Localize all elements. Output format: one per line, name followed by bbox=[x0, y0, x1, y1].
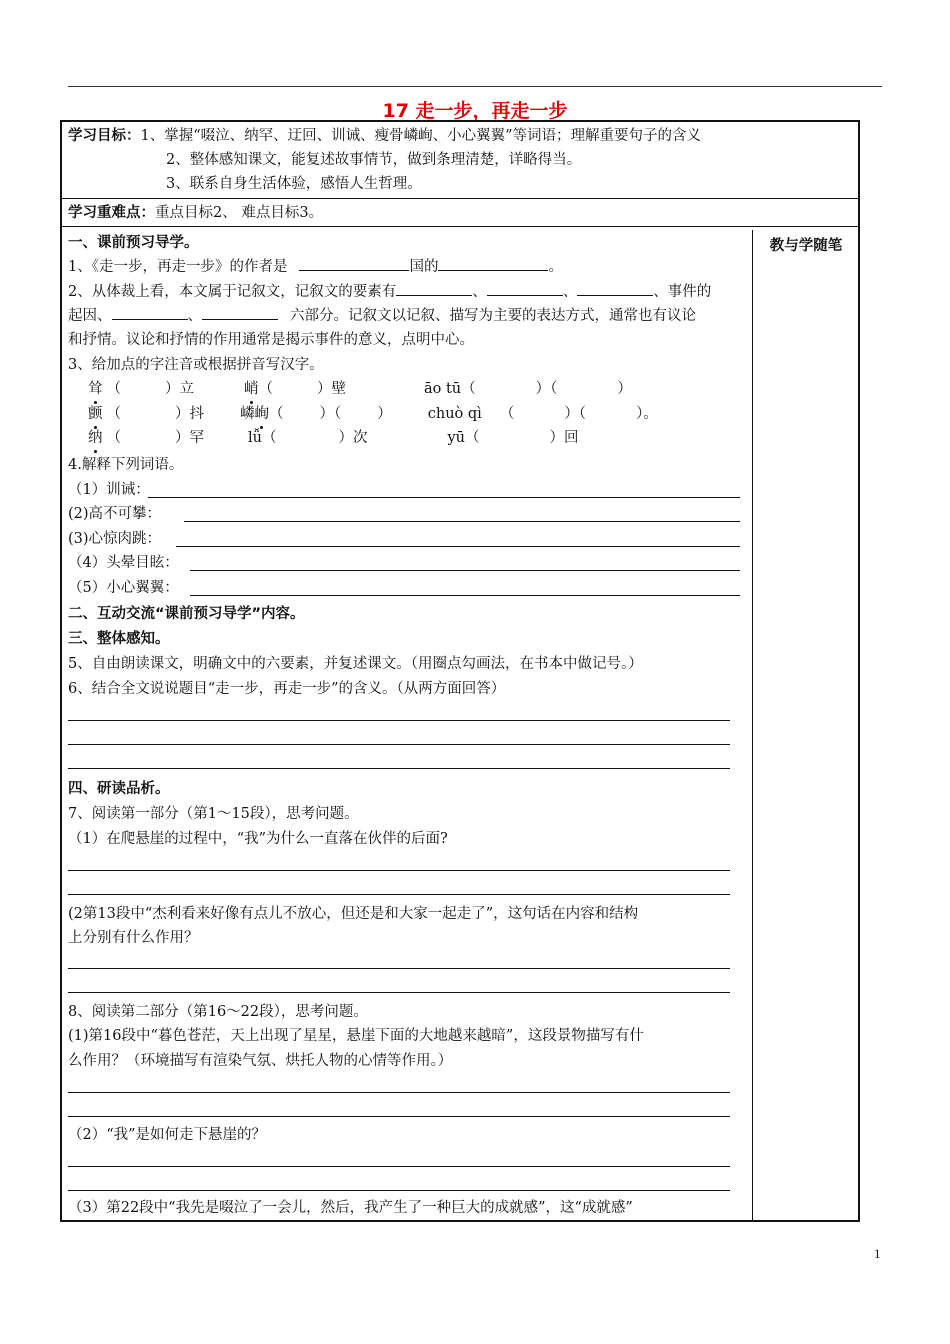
char: ）壁 bbox=[317, 381, 346, 397]
separator: 、 bbox=[472, 284, 487, 300]
pinyin: yū（ bbox=[447, 430, 480, 446]
question-2-cont: 、事件的 bbox=[653, 284, 712, 300]
term-4-answer-line[interactable] bbox=[190, 570, 740, 571]
term-1-answer-line[interactable] bbox=[148, 497, 740, 498]
answer-line[interactable] bbox=[68, 992, 730, 993]
term-3-answer-line[interactable] bbox=[176, 546, 740, 547]
paren: （ bbox=[106, 430, 121, 446]
objectives-row bbox=[62, 122, 858, 199]
paren: ）（ bbox=[535, 381, 558, 397]
paren: ） bbox=[377, 406, 392, 422]
pinyin-row-1 bbox=[88, 377, 632, 401]
paren: （ bbox=[106, 381, 121, 397]
pinyin: chuò qì bbox=[427, 406, 482, 422]
element-blank-5[interactable] bbox=[202, 304, 278, 320]
objective-3: 3、联系自身生活体验，感悟人生哲理。 bbox=[166, 176, 422, 192]
question-2-tail: 六部分。记叙文以记叙、描写为主要的表达方式，通常也有议论 bbox=[290, 308, 696, 324]
element-blank-2[interactable] bbox=[487, 280, 563, 296]
answer-line[interactable] bbox=[68, 1166, 730, 1167]
pinyin-row-2 bbox=[88, 402, 658, 426]
element-blank-1[interactable] bbox=[396, 280, 472, 296]
country-blank[interactable] bbox=[438, 255, 548, 271]
answer-line[interactable] bbox=[68, 744, 730, 745]
pinyin: lǚ（ bbox=[248, 430, 277, 446]
separator: 、 bbox=[187, 308, 202, 324]
paren: ）（ bbox=[564, 406, 587, 422]
dotted-char: 峭 bbox=[244, 377, 259, 401]
question-1-text: 1、《走一步，再走一步》的作者是 bbox=[68, 259, 288, 275]
term-4: （4）头晕目眩： bbox=[68, 555, 179, 571]
paren: ） bbox=[617, 381, 632, 397]
element-blank-4[interactable] bbox=[112, 304, 188, 320]
paren: ）（ bbox=[319, 406, 342, 422]
dotted-char: 纳 bbox=[88, 426, 103, 450]
question-7-1: （1）在爬悬崖的过程中，“我”为什么一直落在伙伴的后面? bbox=[68, 831, 448, 847]
section-4-heading: 四、研读品析。 bbox=[68, 781, 170, 797]
question-2-text: 2、从体裁上看，本文属于记叙文，记叙文的要素有 bbox=[68, 284, 397, 300]
question-2-line-3: 和抒情。议论和抒情的作用通常是揭示事件的意义，点明中心。 bbox=[68, 332, 474, 348]
key-points-label: 学习重难点： bbox=[68, 205, 155, 221]
answer-line[interactable] bbox=[68, 870, 730, 871]
paren: （ bbox=[106, 406, 121, 422]
paren: （ bbox=[258, 381, 273, 397]
key-points-row bbox=[62, 200, 858, 227]
question-8-2: （2）“我”是如何走下悬崖的？ bbox=[68, 1127, 267, 1143]
section-2-heading: 二、互动交流“课前预习导学”内容。 bbox=[68, 606, 305, 622]
question-2-cause: 起因、 bbox=[68, 308, 112, 324]
char: ）立 bbox=[165, 381, 194, 397]
question-8-3: （3）第22段中“我先是啜泣了一会儿，然后，我产生了一种巨大的成就感”，这“成就感” bbox=[68, 1200, 633, 1216]
element-blank-3[interactable] bbox=[577, 280, 653, 296]
header-rule bbox=[68, 86, 882, 87]
question-1-country-text: 国的 bbox=[409, 259, 439, 275]
question-1-end: 。 bbox=[548, 259, 563, 275]
term-5: （5）小心翼翼： bbox=[68, 580, 179, 596]
term-5-answer-line[interactable] bbox=[190, 595, 740, 596]
section-1-heading: 一、课前预习导学。 bbox=[68, 235, 199, 251]
paren: （ bbox=[499, 406, 515, 422]
question-2-line-1 bbox=[68, 280, 711, 304]
char: ）抖 bbox=[175, 406, 204, 422]
term-1: （1）训诫： bbox=[68, 482, 150, 498]
page-number: 1 bbox=[874, 1246, 881, 1261]
question-4: 4.解释下列词语。 bbox=[68, 457, 184, 473]
question-1 bbox=[68, 255, 563, 279]
question-8-1-line-1: (1)第16段中“暮色苍茫，天上出现了星星，悬崖下面的大地越来越暗”，这段景物描写有什 bbox=[68, 1028, 644, 1044]
term-2-answer-line[interactable] bbox=[184, 521, 740, 522]
question-5: 5、自由朗读课文，明确文中的六要素，并复述课文。（用圈点勾画法，在书本中做记号。） bbox=[68, 656, 643, 672]
dotted-char: 嶙峋（ bbox=[240, 402, 284, 426]
separator: 、 bbox=[562, 284, 578, 300]
question-2-line-2 bbox=[68, 304, 696, 328]
char: ）回 bbox=[549, 430, 579, 446]
author-blank[interactable] bbox=[299, 255, 409, 271]
dotted-char: 颤 bbox=[88, 402, 103, 426]
char: ）罕 bbox=[175, 430, 204, 446]
pinyin-row-3 bbox=[88, 426, 579, 450]
key-points-line bbox=[68, 201, 323, 225]
question-7-2-line-1: (2第13段中“杰利看来好像有点儿不放心，但还是和大家一起走了”，这句话在内容和结构 bbox=[68, 906, 639, 922]
answer-line[interactable] bbox=[68, 1116, 730, 1117]
key-points-text: 重点目标2、 难点目标3。 bbox=[155, 205, 324, 221]
question-6: 6、结合全文说说题目“走一步，再走一步”的含义。（从两方面回答） bbox=[68, 681, 506, 697]
answer-line[interactable] bbox=[68, 768, 730, 769]
dotted-char: 耸 bbox=[88, 377, 103, 401]
worksheet-table bbox=[60, 120, 860, 1222]
objective-2: 2、整体感知课文，能复述故事情节，做到条理清楚，详略得当。 bbox=[166, 152, 582, 168]
question-8: 8、阅读第二部分（第16～22段），思考问题。 bbox=[68, 1004, 368, 1020]
notes-column bbox=[752, 230, 859, 1220]
section-3-heading: 三、整体感知。 bbox=[68, 631, 170, 647]
term-2: (2)高不可攀： bbox=[68, 506, 162, 522]
paren: ）。 bbox=[636, 406, 658, 422]
objectives-label: 学习目标： bbox=[68, 128, 141, 144]
char: ）次 bbox=[338, 430, 368, 446]
page-title: 17 走一步，再走一步 bbox=[382, 100, 568, 122]
answer-line[interactable] bbox=[68, 894, 730, 895]
pinyin: āo tū（ bbox=[424, 381, 476, 397]
question-8-1-line-2: 么作用？（环境描写有渲染气氛、烘托人物的心情等作用。） bbox=[68, 1053, 453, 1069]
question-7-2-line-2: 上分别有什么作用？ bbox=[68, 930, 199, 946]
question-3: 3、给加点的字注音或根据拼音写汉字。 bbox=[68, 357, 324, 373]
question-7: 7、阅读第一部分（第1～15段），思考问题。 bbox=[68, 806, 359, 822]
answer-line[interactable] bbox=[68, 1190, 730, 1191]
objective-1: 1、掌握“啜泣、纳罕、迂回、训诫、瘦骨嶙峋、小心翼翼”等词语；理解重要句子的含义 bbox=[140, 128, 702, 144]
answer-line[interactable] bbox=[68, 968, 730, 969]
objective-line-1 bbox=[68, 124, 701, 148]
term-3: (3)心惊肉跳： bbox=[68, 531, 162, 547]
notes-header: 教与学随笔 bbox=[769, 238, 843, 254]
answer-line[interactable] bbox=[68, 720, 730, 721]
answer-line[interactable] bbox=[68, 1092, 730, 1093]
